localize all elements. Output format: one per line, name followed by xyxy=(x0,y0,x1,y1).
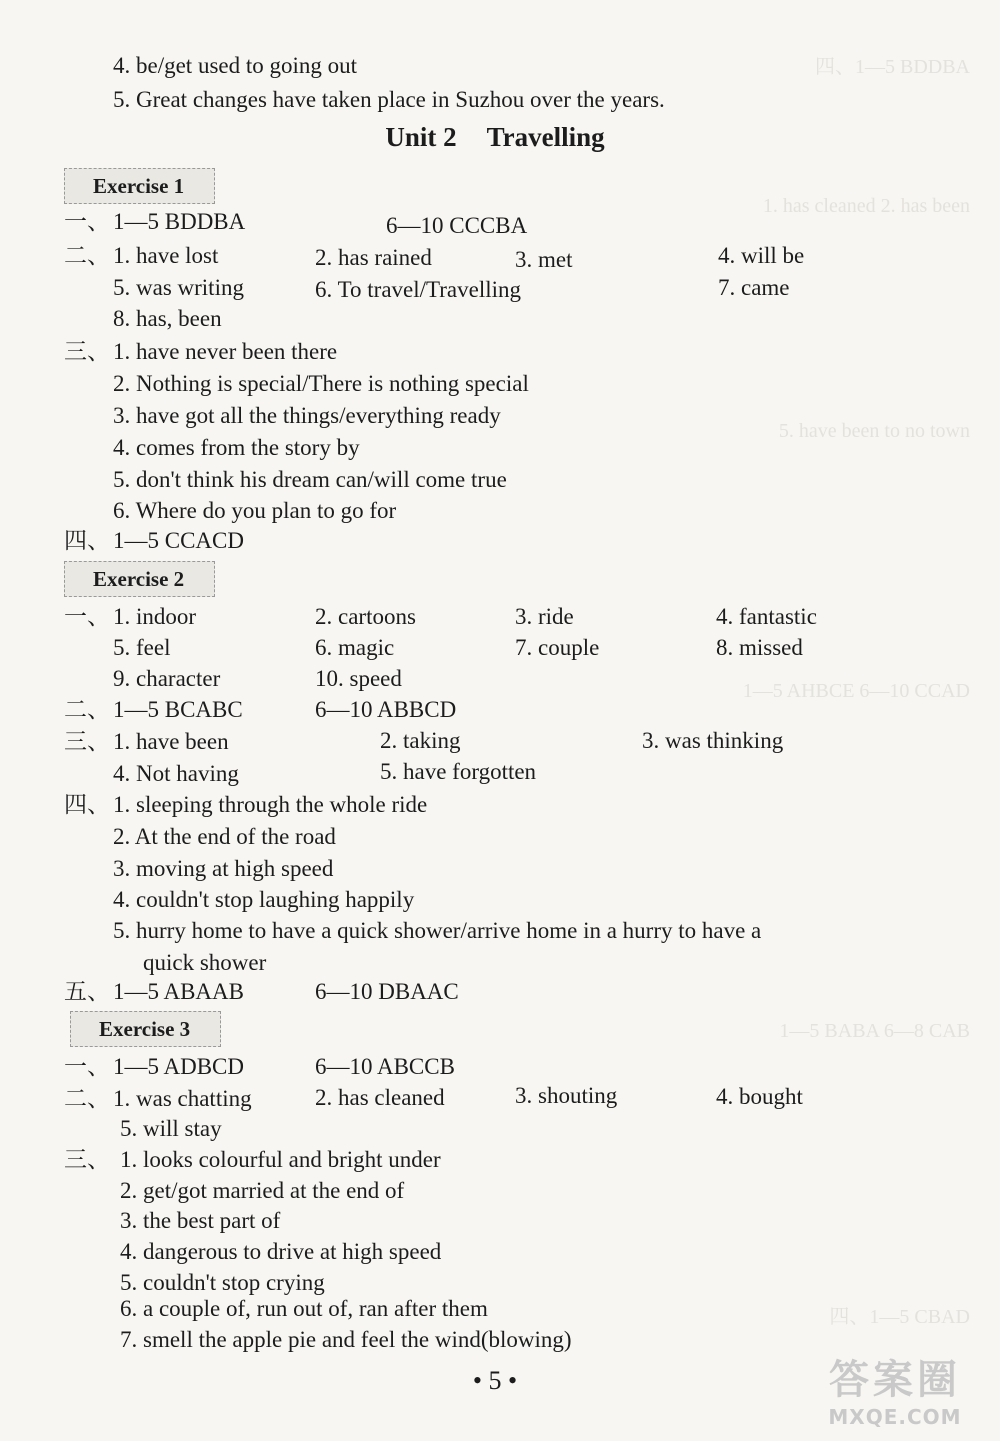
answer-item: 4. Not having xyxy=(113,761,239,786)
answer-item: 3. shouting xyxy=(515,1083,618,1108)
answer-item: 5. couldn't stop crying xyxy=(120,1270,325,1295)
answer-line: 6—10 ABCCB xyxy=(315,1054,455,1079)
bleed-through: 1—5 AHBCE 6—10 CCAD xyxy=(742,680,970,702)
answer-item: 2. Nothing is special/There is nothing special xyxy=(113,371,529,396)
answer-line: 1—5 BDDBA xyxy=(113,209,246,234)
answer-item: 4. dangerous to drive at high speed xyxy=(120,1239,442,1264)
answer-item: 6. a couple of, run out of, ran after them xyxy=(120,1296,488,1321)
answer-item: 3. moving at high speed xyxy=(113,856,334,881)
answer-item: 1. sleeping through the whole ride xyxy=(113,792,428,817)
answer-line: 1—5 BCABC xyxy=(113,697,243,722)
section-number: 四、 xyxy=(64,792,110,817)
answer-item: 8. has, been xyxy=(113,306,222,331)
section-number: 一、 xyxy=(64,209,110,234)
section-number: 二、 xyxy=(64,1086,110,1111)
answer-line: 1—5 ADBCD xyxy=(113,1054,244,1079)
answer-item: 1. indoor xyxy=(113,604,197,629)
answer-item: 7. came xyxy=(718,275,790,300)
answer-line: 5. Great changes have taken place in Suzhou over the years. xyxy=(113,87,665,112)
bleed-through: 四、1—5 CBAD xyxy=(829,1306,970,1328)
answer-item: 1. looks colourful and bright under xyxy=(120,1147,441,1172)
section-number: 一、 xyxy=(64,1054,110,1079)
answer-item: 5. have forgotten xyxy=(380,759,537,784)
exercise-2-tag: Exercise 2 xyxy=(64,561,215,597)
watermark-logo xyxy=(800,1348,990,1429)
section-number: 三、 xyxy=(64,339,110,364)
answer-item: 3. was thinking xyxy=(642,728,784,753)
unit-number: Unit 2 xyxy=(385,122,457,152)
section-number: 三、 xyxy=(64,1147,110,1172)
section-number: 一、 xyxy=(64,604,110,629)
answer-item: 4. will be xyxy=(718,243,805,268)
answer-line: 1—5 ABAAB xyxy=(113,979,244,1004)
answer-line: 6—10 ABBCD xyxy=(315,697,457,722)
answer-item: 2. cartoons xyxy=(315,604,416,629)
section-number: 五、 xyxy=(64,979,110,1004)
watermark-logo-text: 答案圈 xyxy=(829,1357,961,1403)
answer-item: 6. magic xyxy=(315,635,395,660)
answer-line: 4. be/get used to going out xyxy=(113,53,358,78)
answer-item: 3. have got all the things/everything ready xyxy=(113,403,501,428)
answer-item: 1. have lost xyxy=(113,243,219,268)
answer-item: 2. taking xyxy=(380,728,461,753)
answer-item: 8. missed xyxy=(716,635,803,660)
answer-item: 3. the best part of xyxy=(120,1208,281,1233)
answer-item: 6. Where do you plan to go for xyxy=(113,498,397,523)
answer-item: 1. have never been there xyxy=(113,339,338,364)
answer-line: 6—10 DBAAC xyxy=(315,979,459,1004)
bleed-through: 四、1—5 BDDBA xyxy=(814,56,970,78)
unit-name: Travelling xyxy=(486,122,605,152)
answer-item: 2. has rained xyxy=(315,245,432,270)
section-number: 二、 xyxy=(64,243,110,268)
answer-item-continued: quick shower xyxy=(143,950,267,975)
exercise-1-tag: Exercise 1 xyxy=(64,168,215,204)
answer-item: 2. At the end of the road xyxy=(113,824,336,849)
answer-item: 2. get/got married at the end of xyxy=(120,1178,405,1203)
answer-item: 5. don't think his dream can/will come true xyxy=(113,467,507,492)
answer-line: 6—10 CCCBA xyxy=(386,213,528,238)
answer-item: 4. bought xyxy=(716,1084,803,1109)
watermark-site-text: MXQE.COM xyxy=(828,1405,962,1429)
answer-item: 5. will stay xyxy=(120,1116,222,1141)
answer-item: 5. feel xyxy=(113,635,171,660)
answer-item: 9. character xyxy=(113,666,221,691)
answer-item: 1. was chatting xyxy=(113,1086,252,1111)
bleed-through: 1—5 BABA 6—8 CAB xyxy=(779,1020,970,1042)
answer-item: 6. To travel/Travelling xyxy=(315,277,522,302)
answer-item: 3. ride xyxy=(515,604,574,629)
answer-item: 2. has cleaned xyxy=(315,1085,445,1110)
answer-item: 4. comes from the story by xyxy=(113,435,360,460)
section-number: 二、 xyxy=(64,697,110,722)
answer-item: 5. hurry home to have a quick shower/arrive home in a hurry to have a xyxy=(113,918,762,943)
answer-item: 7. couple xyxy=(515,635,600,660)
answer-item: 7. smell the apple pie and feel the wind(blowing) xyxy=(120,1327,572,1352)
section-number: 三、 xyxy=(64,729,110,754)
answer-item: 5. was writing xyxy=(113,275,244,300)
answer-line: 1—5 CCACD xyxy=(113,528,244,553)
bleed-through: 5. have been to no town xyxy=(778,420,970,442)
answer-item: 4. couldn't stop laughing happily xyxy=(113,887,415,912)
answer-item: 4. fantastic xyxy=(716,604,817,629)
unit-title xyxy=(0,122,990,153)
page-number: • 5 • xyxy=(472,1366,518,1395)
section-number: 四、 xyxy=(64,528,110,553)
answer-item: 1. have been xyxy=(113,729,229,754)
exercise-3-tag: Exercise 3 xyxy=(70,1011,221,1047)
answer-item: 3. met xyxy=(515,247,573,272)
answer-item: 10. speed xyxy=(315,666,402,691)
bleed-through: 1. has cleaned 2. has been xyxy=(762,195,970,217)
